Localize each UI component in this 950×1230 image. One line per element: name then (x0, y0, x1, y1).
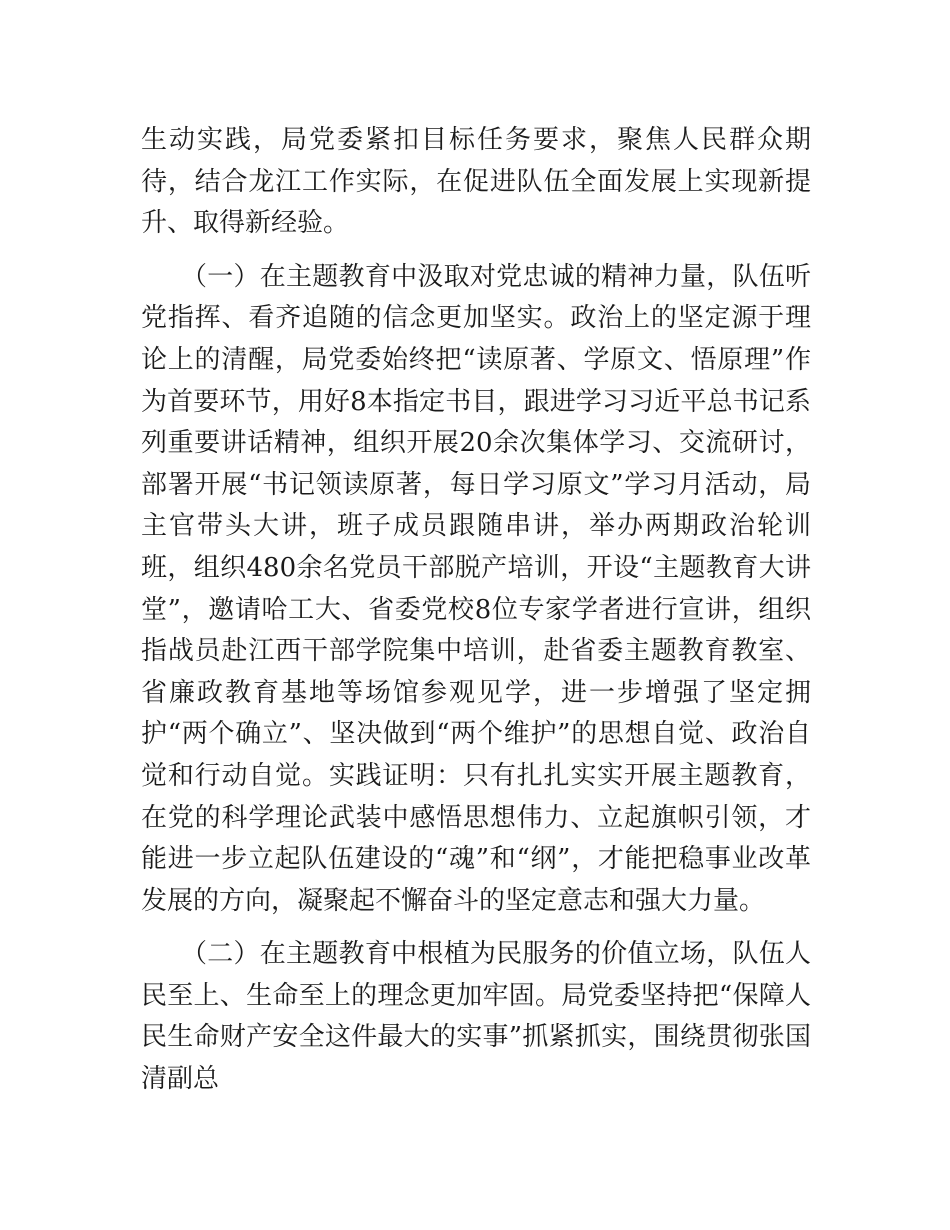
paragraph-section-two: （二）在主题教育中根植为民服务的价值立场，队伍人民至上、生命至上的理念更加牢固。局党委坚持把“保障人民生命财产安全这件最大的实事”抓紧抓实，围绕贯彻张国清副总 (141, 939, 811, 1095)
document-body (141, 120, 811, 1113)
paragraph-intro-continued: 生动实践，局党委紧扣目标任务要求，聚焦人民群众期待，结合龙江工作实际，在促进队伍全面发展上实现新提升、取得新经验。 (141, 125, 811, 239)
paragraph-section-one: （一）在主题教育中汲取对党忠诚的精神力量，队伍听党指挥、看齐追随的信念更加坚实。政治上的坚定源于理论上的清醒，局党委始终把“读原著、学原文、悟原理”作为首要环节，用好8本指定书目，跟进学习习近平总书记系列重要讲话精神，组织开展20余次集体学习、交流研讨，部署开展“书记领读原著，每日学习原文”学习月活动，局主官带头大讲，班子成员跟随串讲，举办两期政治轮训班，组织480余名党员干部脱产培训，开设“主题教育大讲堂”，邀请哈工大、省委党校8位专家学者进行宣讲，组织指战员赴江西干部学院集中培训，赴省委主题教育教室、省廉政教育基地等场馆参观见学，进一步增强了坚定拥护“两个确立”、坚决做到“两个维护”的思想自觉、政治自觉和行动自觉。实践证明：只有扎扎实实开展主题教育，在党的科学理论武装中感悟思想伟力、立起旗帜引领，才能进一步立起队伍建设的“魂”和“纲”，才能把稳事业改革发展的方向，凝聚起不懈奋斗的坚定意志和强大力量。 (141, 261, 811, 916)
